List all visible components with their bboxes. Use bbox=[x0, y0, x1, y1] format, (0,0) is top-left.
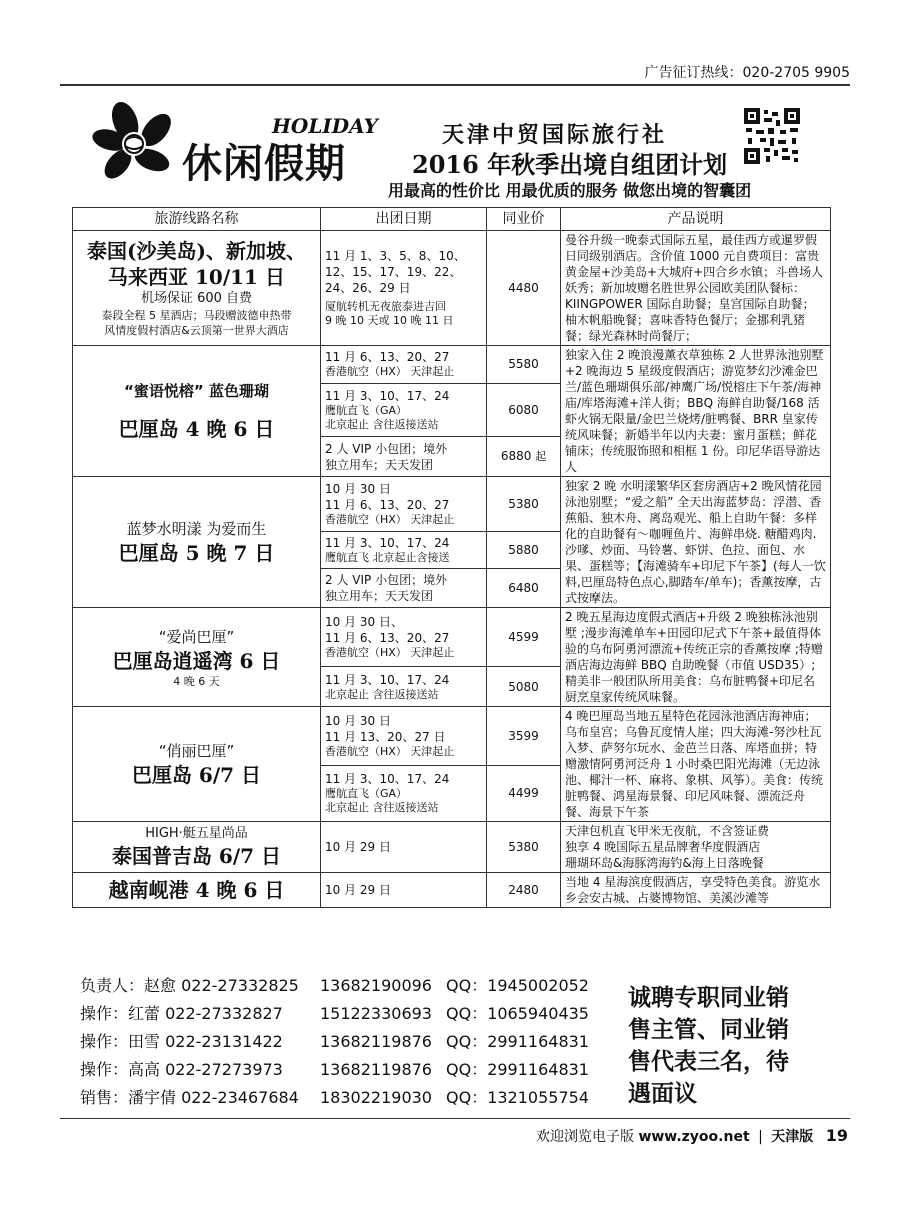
contact-phone[interactable]: 022-27332825 bbox=[181, 976, 299, 995]
flower-icon bbox=[92, 100, 192, 190]
desc-text: 独享 4 晚国际五星品牌奢华度假酒店 bbox=[565, 840, 761, 854]
price-cell: 5080 bbox=[487, 667, 561, 707]
route-theme: HIGH·艇五星尚品 bbox=[145, 826, 248, 841]
price-suffix: 起 bbox=[535, 450, 547, 464]
table-row bbox=[73, 346, 831, 384]
contact-qq[interactable]: QQ：1321055754 bbox=[446, 1088, 589, 1107]
edition-label: 天津版 bbox=[771, 1129, 814, 1145]
table-header-row bbox=[73, 208, 831, 231]
top-divider bbox=[60, 84, 850, 86]
dates-text: 24、26、29 日 bbox=[325, 281, 411, 295]
table-row bbox=[73, 822, 831, 873]
route-name: 巴厘岛 4 晚 6 日 bbox=[118, 417, 275, 441]
table-row bbox=[73, 477, 831, 532]
contact-phone[interactable]: 022-23467684 bbox=[181, 1088, 299, 1107]
dates-text: 2 人 VIP 小包团；境外 bbox=[325, 441, 448, 456]
dates-cell bbox=[321, 765, 487, 821]
footer-text: 欢迎浏览电子版 bbox=[535, 1129, 634, 1145]
dates-text: 11 月 13、20、27 日 bbox=[325, 729, 446, 744]
flight-note: 厦航转机无夜旅泰进吉回 bbox=[325, 300, 446, 313]
desc-cell: 2 晚五星海边度假式酒店+升级 2 晚独栋泳池别墅 ;漫步海滩单车+田园印尼式下午茶+最值得体验的乌布阿勇河漂流+传统正宗的香薰按摩 ;特赠酒店海边海鲜 BBQ 自助晚餐（市值 USD35）;精美非一般团队所用美食：乌布脏鸭餐+印尼名厨烹皇家传统风味餐。 bbox=[561, 608, 831, 707]
desc-text: 天津包机直飞甲米无夜航，不含签证费 bbox=[565, 824, 770, 838]
dates-text: 11 月 3、10、17、24 bbox=[325, 672, 450, 687]
price-cell: 3599 bbox=[487, 707, 561, 766]
table-row bbox=[73, 231, 831, 346]
route-cell bbox=[73, 822, 321, 873]
header-route: 旅游线路名称 bbox=[73, 208, 321, 231]
qr-code-icon[interactable] bbox=[744, 108, 800, 164]
contact-row bbox=[80, 1028, 626, 1056]
route-note: 机场保证 600 自费 bbox=[140, 291, 253, 306]
dates-text: 10 月 30 日 bbox=[325, 713, 391, 728]
dates-text: 11 月 6、13、20、27 bbox=[325, 631, 450, 646]
ad-hotline: 广告征订热线：020-2705 9905 bbox=[644, 65, 850, 81]
contact-qq[interactable]: QQ：1065940435 bbox=[446, 1004, 589, 1023]
dates-cell bbox=[321, 437, 487, 477]
footer-divider bbox=[60, 1118, 850, 1119]
contact-role: 操作：田雪 bbox=[80, 1032, 161, 1051]
dates-cell bbox=[321, 346, 487, 384]
dates-cell bbox=[321, 383, 487, 437]
header-desc: 产品说明 bbox=[561, 208, 831, 231]
flight-note: 鹰航直飞（GA） bbox=[325, 787, 408, 801]
company-name: 天津中贸国际旅行社 bbox=[442, 122, 668, 148]
dates-cell bbox=[321, 568, 487, 607]
price-cell: 4599 bbox=[487, 608, 561, 667]
contact-qq[interactable]: QQ：2991164831 bbox=[446, 1032, 589, 1051]
route-cell bbox=[73, 707, 321, 822]
contact-role: 操作：红蕾 bbox=[80, 1004, 161, 1023]
table-row bbox=[73, 707, 831, 766]
price-cell bbox=[487, 437, 561, 477]
flight-note: 9 晚 10 天或 10 晚 11 日 bbox=[325, 314, 454, 327]
flight-note: 香港航空（HX） 天津起止 bbox=[325, 512, 455, 526]
route-cell bbox=[73, 477, 321, 608]
dates-text: 12、15、17、19、22、 bbox=[325, 265, 462, 279]
route-theme: “俏丽巴厘” bbox=[158, 742, 235, 760]
dates-cell bbox=[321, 231, 487, 346]
contact-qq[interactable]: QQ：2991164831 bbox=[446, 1060, 589, 1079]
route-cell bbox=[73, 231, 321, 346]
route-theme: “蜜语悦榕” 蓝色珊瑚 bbox=[124, 382, 269, 400]
price-cell: 6480 bbox=[487, 568, 561, 607]
price-cell: 2480 bbox=[487, 873, 561, 908]
route-note: 泰段全程 5 星酒店；马段赠波德申热带 bbox=[101, 309, 292, 322]
header-dates: 出团日期 bbox=[321, 208, 487, 231]
route-name: 越南岘港 4 晚 6 日 bbox=[108, 878, 285, 902]
route-cell bbox=[73, 346, 321, 477]
dates-cell bbox=[321, 667, 487, 707]
route-name: 泰国(沙美岛)、新加坡、 bbox=[87, 239, 306, 263]
desc-text: 珊瑚环岛&海豚湾海钓&海上日落晚餐 bbox=[565, 856, 764, 870]
route-note: 风情度假村酒店&云顶第一世界大酒店 bbox=[104, 324, 289, 337]
route-name: 巴厘岛逍遥湾 6 日 bbox=[112, 648, 281, 673]
price-cell: 5380 bbox=[487, 822, 561, 873]
dates-text: 11 月 1、3、5、8、10、 bbox=[325, 249, 466, 263]
route-name: 泰国普吉岛 6/7 日 bbox=[111, 844, 282, 868]
dates-text: 2 人 VIP 小包团；境外 bbox=[325, 572, 448, 587]
footer: 欢迎浏览电子版 www.zyoo.net | 天津版 19 bbox=[535, 1126, 848, 1145]
dates-cell bbox=[321, 531, 487, 568]
website-link[interactable]: www.zyoo.net bbox=[638, 1129, 750, 1145]
price-value: 6880 bbox=[500, 449, 532, 464]
recruitment-notice: 诚聘专职同业销售主管、同业销售代表三名，待遇面议 bbox=[628, 985, 789, 1107]
route-name: 巴厘岛 5 晚 7 日 bbox=[118, 541, 275, 565]
contact-role: 销售：潘宇倩 bbox=[80, 1088, 177, 1107]
dates-cell bbox=[321, 608, 487, 667]
contact-row bbox=[80, 972, 626, 1000]
price-cell: 5880 bbox=[487, 531, 561, 568]
price-cell: 4480 bbox=[487, 231, 561, 346]
flight-note: 鹰航直飞（GA） bbox=[325, 403, 408, 417]
holiday-logo bbox=[92, 100, 392, 190]
contact-mobile[interactable]: 18302219030 bbox=[320, 1088, 432, 1107]
desc-cell: 当地 4 星海滨度假酒店，享受特色美食。游览水乡会安古城、占婆博物馆、美溪沙滩等 bbox=[561, 873, 831, 908]
flight-note: 鹰航直飞 北京起止含接送 bbox=[325, 550, 450, 564]
header-price: 同业价 bbox=[487, 208, 561, 231]
desc-cell: 独家 2 晚 水明漾繁华区套房酒店+2 晚风情花园泳池别墅；“爱之船” 全天出海蓝梦岛：浮潜、香蕉船、独木舟、离岛观光、船上自助午餐：多样化的自助餐有～咖喱鱼片、海鲜串烧. 糖醋鸡肉.沙嗲、炒面、马铃薯、虾饼、色拉、面包、水果、蛋糕等；【海滩骑车+印尼下午茶】(每人一饮料,巴厘岛特色点心,脚踏车/单车)；香薰按摩，古式按摩法。 bbox=[561, 477, 831, 608]
dates-cell bbox=[321, 707, 487, 766]
desc-cell: 曼谷升级一晚泰式国际五星，最佳西方或暹罗假日同级别酒店。含价值 1000 元自费项目：富贵黄金屋+沙美岛+大城府+四合乡水镇；斗兽场人妖秀；新加坡赠名胜世界公园欧美团队餐标：KIINGPOWER 国际自助餐；皇宫国际自助餐；柚木帆船晚餐；喜味香特色餐厅；金挪利乳猪餐；绿光森林时尚餐厅； bbox=[561, 231, 831, 346]
contact-qq[interactable]: QQ：1945002052 bbox=[446, 976, 589, 995]
desc-cell: 独家入住 2 晚浪漫薰衣草独栋 2 人世界泳池别墅+2 晚海边 5 星级度假酒店；游览梦幻沙滩金巴兰/蓝色珊瑚俱乐部/神鹰广场/悦榕庄下午茶/海神庙/库塔海滩+洋人街；BBQ 海鲜自助餐/168 活虾火锅无限量/金巴兰烧烤/脏鸭餐、BRR 皇家传统风味餐；新婚半年以内夫妻：蜜月蛋糕；鲜花铺床；传统服饰照和相框 1 份。印尼华语导游达人 bbox=[561, 346, 831, 477]
contact-mobile[interactable]: 15122330693 bbox=[320, 1004, 432, 1023]
dates-cell: 10 月 29 日 bbox=[321, 822, 487, 873]
dates-text: 11 月 3、10、17、24 bbox=[325, 535, 450, 550]
slogan: 用最高的性价比 用最优质的服务 做您出境的智囊团 bbox=[388, 181, 752, 200]
flight-note: 北京起止 含往返接送站 bbox=[325, 801, 439, 815]
table-row bbox=[73, 873, 831, 908]
flight-note: 香港航空（HX） 天津起止 bbox=[325, 646, 455, 660]
dates-text: 11 月 6、13、20、27 bbox=[325, 350, 450, 365]
dates-cell: 10 月 29 日 bbox=[321, 873, 487, 908]
route-cell bbox=[73, 608, 321, 707]
contact-row bbox=[80, 1084, 626, 1112]
contact-mobile[interactable]: 13682190096 bbox=[320, 976, 432, 995]
dates-text: 11 月 6、13、20、27 bbox=[325, 497, 450, 512]
route-note: 4 晚 6 天 bbox=[173, 674, 220, 688]
dates-text: 11 月 3、10、17、24 bbox=[325, 772, 450, 787]
contact-phone[interactable]: 022-27332827 bbox=[165, 1004, 283, 1023]
desc-cell: 4 晚巴厘岛当地五星特色花园泳池酒店海神庙；乌布皇宫；乌鲁瓦度情人崖；四大海滩-努沙杜瓦入梦、萨努尔玩水、金芭兰日落、库塔血拼；特赠激情阿勇河泛舟 1 小时桑巴阳光海滩（无边泳池、椰汁一杯、麻将、象棋、风筝）。美食：传统脏鸭餐、鸿星海景餐、印尼风味餐、漂流泛舟餐、海景下午茶 bbox=[561, 707, 831, 822]
route-name: 巴厘岛 6/7 日 bbox=[131, 763, 262, 787]
route-theme: 蓝梦水明漾 为爱而生 bbox=[126, 520, 267, 538]
page-number: 19 bbox=[825, 1126, 848, 1145]
contact-row bbox=[80, 1056, 626, 1084]
plan-title: 2016 年秋季出境自组团计划 bbox=[412, 150, 728, 179]
price-cell: 5380 bbox=[487, 477, 561, 532]
logo-english: HOLIDAY bbox=[272, 114, 378, 138]
flight-note: 香港航空（HX） 天津起止 bbox=[325, 744, 455, 758]
contact-mobile[interactable]: 13682119876 bbox=[320, 1032, 432, 1051]
contact-role: 负责人：赵愈 bbox=[80, 976, 177, 995]
logo-chinese: 休闲假期 bbox=[182, 140, 346, 187]
dates-text: 10 月 30 日、 bbox=[325, 615, 403, 630]
flight-note: 北京起止 含往返接送站 bbox=[325, 417, 439, 431]
dates-text: 11 月 3、10、17、24 bbox=[325, 388, 450, 403]
contact-mobile[interactable]: 13682119876 bbox=[320, 1060, 432, 1079]
route-theme: “爱尚巴厘” bbox=[158, 627, 235, 646]
contact-phone[interactable]: 022-27273973 bbox=[165, 1060, 283, 1079]
dates-text: 独立用车；天天发团 bbox=[325, 588, 434, 603]
desc-cell bbox=[561, 822, 831, 873]
table-row bbox=[73, 608, 831, 667]
price-cell: 4499 bbox=[487, 765, 561, 821]
contact-role: 操作：高高 bbox=[80, 1060, 161, 1079]
dates-text: 独立用车；天天发团 bbox=[325, 457, 434, 472]
dates-cell bbox=[321, 477, 487, 532]
dates-text: 10 月 30 日 bbox=[325, 481, 391, 496]
price-cell: 6080 bbox=[487, 383, 561, 437]
tour-table bbox=[72, 207, 831, 908]
route-cell bbox=[73, 873, 321, 908]
contact-phone[interactable]: 022-23131422 bbox=[165, 1032, 283, 1051]
route-name: 马来西亚 10/11 日 bbox=[108, 265, 285, 289]
contact-list bbox=[80, 972, 626, 1112]
flight-note: 香港航空（HX） 天津起止 bbox=[325, 365, 455, 379]
price-cell: 5580 bbox=[487, 346, 561, 384]
flight-note: 北京起止 含往返接送站 bbox=[325, 687, 439, 701]
contact-row bbox=[80, 1000, 626, 1028]
